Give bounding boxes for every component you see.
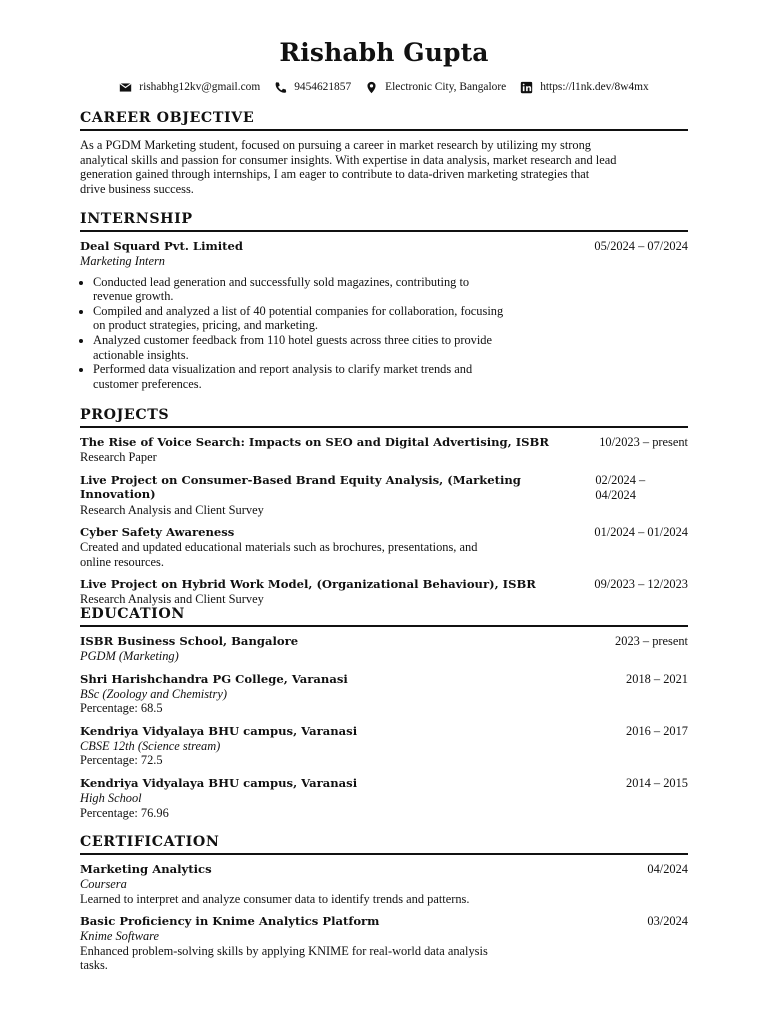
entry-dates: 10/2023 – present: [599, 435, 688, 449]
project-entry: [80, 525, 688, 569]
location-text: Electronic City, Bangalore: [385, 81, 507, 93]
contact-location: [365, 81, 506, 94]
entry-dates: 2018 – 2021: [626, 671, 688, 686]
phone-icon: [274, 81, 287, 94]
objective-line: As a PGDM Marketing student, focused on pursuing a career in market research by utilizing my strong: [80, 138, 591, 152]
section-title: CAREER OBJECTIVE: [80, 109, 688, 131]
projects-section: [80, 406, 688, 607]
objective-line: analytical skills and passion for consumer insights. With expertise in data analysis, market research and lead: [80, 152, 617, 167]
percentage: Percentage: 76.96: [80, 805, 169, 820]
project-desc: Research Analysis and Client Survey: [80, 502, 264, 517]
entry-dates: 01/2024 – 01/2024: [594, 525, 688, 540]
internship-section: [80, 210, 688, 391]
contact-email[interactable]: [119, 81, 260, 94]
project-desc: Research Paper: [80, 450, 157, 464]
project-entry: [80, 577, 688, 607]
school-name: Shri Harishchandra PG College, Varanasi: [80, 671, 348, 686]
education-entry: [80, 672, 688, 716]
certification-desc: tasks.: [80, 958, 108, 973]
entry-dates: 2014 – 2015: [626, 775, 688, 790]
school-name: Kendriya Vidyalaya BHU campus, Varanasi: [80, 723, 358, 738]
degree: BSc (Zoology and Chemistry): [80, 686, 227, 701]
certification-name: Basic Proficiency in Knime Analytics Platform: [80, 914, 380, 929]
contact-link[interactable]: [520, 81, 649, 94]
degree: High School: [80, 790, 142, 805]
certification-entry: [80, 862, 688, 906]
location-pin-icon: [365, 81, 378, 94]
entry-dates: 04/2024: [647, 862, 688, 876]
linkedin-icon: [520, 81, 533, 94]
percentage: Percentage: 72.5: [80, 753, 163, 768]
project-name: Cyber Safety Awareness: [80, 525, 235, 540]
internship-entry: [80, 239, 688, 391]
education-entry: [80, 634, 688, 664]
bullet-item: • Conducted lead generation and successfully sold magazines, contributing to revenue growth.: [93, 275, 553, 304]
section-title: CERTIFICATION: [80, 833, 688, 855]
project-desc: online resources.: [80, 554, 164, 569]
entry-dates: 03/2024: [647, 914, 688, 929]
email-icon: [119, 81, 132, 94]
bullet-item: • Performed data visualization and report analysis to clarify market trends and customer preferences.: [93, 362, 553, 391]
objective-line: drive business success.: [80, 181, 194, 196]
entry-dates: 2023 – present: [615, 634, 688, 648]
objective-text: [80, 138, 688, 196]
education-entry: [80, 776, 688, 820]
project-name: The Rise of Voice Search: Impacts on SEO and Digital Advertising, ISBR: [80, 435, 549, 449]
project-entry: [80, 473, 688, 518]
project-name: Live Project on Hybrid Work Model, (Organizational Behaviour), ISBR: [80, 577, 536, 592]
candidate-name: Rishabh Gupta: [279, 38, 489, 67]
certification-desc: Enhanced problem-solving skills by applying KNIME for real-world data analysis: [80, 943, 488, 958]
project-desc: Research Analysis and Client Survey: [80, 592, 264, 607]
entry-dates: 2016 – 2017: [626, 723, 688, 738]
bullet-item: • Compiled and analyzed a list of 40 potential companies for collaboration, focusing on product strategies, pricing, and marketing.: [93, 304, 553, 333]
entry-dates: 02/2024 – 04/2024: [595, 472, 646, 502]
certification-desc: Learned to interpret and analyze consumer data to identify trends and patterns.: [80, 891, 470, 906]
phone-text: 9454621857: [294, 81, 352, 93]
job-role: Marketing Intern: [80, 254, 165, 268]
certification-name: Marketing Analytics: [80, 862, 212, 876]
certification-section: [80, 833, 688, 973]
education-section: [80, 605, 688, 820]
entry-dates: 05/2024 – 07/2024: [594, 239, 688, 253]
contact-bar: [80, 77, 688, 97]
resume-page: [80, 0, 688, 973]
link-text: https://l1nk.dev/8w4mx: [540, 81, 649, 93]
section-title: EDUCATION: [80, 605, 688, 627]
internship-bullets: [80, 275, 688, 392]
objective-line: generation gained through internships, I am eager to contribute to data-driven marketing strategies that: [80, 167, 590, 182]
percentage: Percentage: 68.5: [80, 701, 163, 716]
degree: PGDM (Marketing): [80, 649, 179, 663]
education-entry: [80, 724, 688, 768]
objective-section: [80, 109, 688, 196]
company-name: Deal Squard Pvt. Limited: [80, 239, 244, 253]
issuer: Coursera: [80, 877, 127, 891]
school-name: Kendriya Vidyalaya BHU campus, Varanasi: [80, 775, 358, 790]
issuer: Knime Software: [80, 929, 160, 944]
project-entry: [80, 435, 688, 465]
certification-entry: [80, 914, 688, 973]
bullet-item: • Analyzed customer feedback from 110 hotel guests across three cities to provide actionable insights.: [93, 333, 553, 362]
project-desc: Created and updated educational materials such as brochures, presentations, and: [80, 540, 478, 555]
section-title: PROJECTS: [80, 406, 688, 428]
contact-phone[interactable]: [274, 81, 351, 94]
degree: CBSE 12th (Science stream): [80, 738, 221, 753]
entry-dates: 09/2023 – 12/2023: [594, 577, 688, 592]
school-name: ISBR Business School, Bangalore: [80, 634, 299, 648]
section-title: INTERNSHIP: [80, 210, 688, 232]
project-name: Live Project on Consumer-Based Brand Equity Analysis, (Marketing Innovation): [80, 472, 521, 501]
email-text: rishabhg12kv@gmail.com: [139, 81, 261, 93]
